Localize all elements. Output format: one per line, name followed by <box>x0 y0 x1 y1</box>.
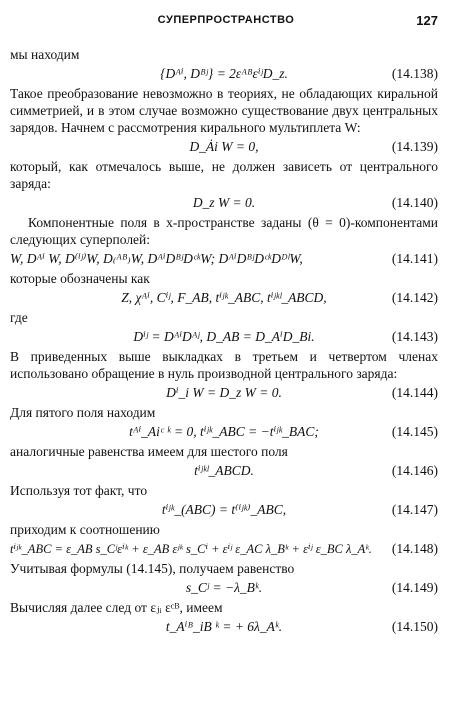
running-title: СУПЕРПРОСТРАНСТВО <box>157 14 295 26</box>
paragraph: которые обозначены как <box>10 271 150 286</box>
equation-expression: D_Ȧi W = 0, <box>189 139 259 154</box>
equation-expression: Dⁱʲ = DᴬⁱDᴬʲ, D_AB = D_AⁱD_Bi. <box>133 329 315 344</box>
paragraph: Вычисляя далее след от εⱼᵢ εᶜᴮ, имеем <box>10 600 223 615</box>
paragraph: В приведенных выше выкладках в третьем и четвертом членах использовано обращение в нуль производной центрального заряда: <box>10 349 438 381</box>
paragraph: Такое преобразование невозможно в теориях, не обладающих киральной симметрией, и в этом случае возможно существование двух центральных зарядов. Начнем с рассмотрения кирального мультиплета W: <box>10 86 438 135</box>
equation-14-140 <box>10 192 438 214</box>
equation-14-141 <box>10 248 438 270</box>
equation-expression: tⁱʲᵏ_(ABC) = t⁽ⁱʲᵏ⁾_ABC, <box>161 502 287 517</box>
paragraph: Для пятого поля находим <box>10 405 156 420</box>
equation-number: (14.142) <box>391 290 438 305</box>
equation-14-144 <box>10 382 438 404</box>
equation-number: (14.140) <box>391 195 438 210</box>
equation-expression: t_Aⁱᴮ_iB ᵏ = + 6λ_Aᵏ. <box>165 619 283 634</box>
equation-14-149 <box>10 577 438 599</box>
paragraph: аналогичные равенства имеем для шестого поля <box>10 444 288 459</box>
paragraph: Используя тот факт, что <box>10 483 148 498</box>
equation-expression: tⁱʲᵏ_ABC = ε_AB s_Cʲεⁱᵏ + ε_AB εʲᵏ s_Cⁱ + εⁱʲ ε_AC λ_Bᵏ + εⁱʲ ε_BC λ_Aᵏ. <box>10 542 372 556</box>
equation-expression: Dⁱ_i W = D_z W = 0. <box>166 385 282 400</box>
equation-number: (14.149) <box>391 580 438 595</box>
equation-14-150 <box>10 616 438 638</box>
equation-number: (14.146) <box>391 463 438 478</box>
equation-number: (14.143) <box>391 329 438 344</box>
equation-number: (14.138) <box>391 66 438 81</box>
running-header <box>0 14 452 30</box>
equation-expression: {Dᴬⁱ, Dᴮʲ} = 2εᴬᴮεⁱʲD_z. <box>160 66 288 81</box>
equation-14-145 <box>10 421 438 443</box>
paragraph: Учитывая формулы (14.145), получаем равенство <box>10 561 295 576</box>
equation-number: (14.145) <box>391 424 438 439</box>
equation-number: (14.148) <box>391 541 438 556</box>
equation-expression: tᴬⁱ_Aiᶜ ᵏ = 0, tⁱʲᵏ_ABC = −tⁱʲᵏ_BAC; <box>129 424 319 439</box>
paragraph: где <box>10 310 28 325</box>
equation-14-143 <box>10 326 438 348</box>
equation-number: (14.150) <box>391 619 438 634</box>
equation-expression: Z, χᴬⁱ, Cⁱʲ, F_AB, tⁱʲᵏ_ABC, tⁱʲᵏˡ_ABCD, <box>121 290 327 305</box>
equation-14-146 <box>10 460 438 482</box>
paragraph: который, как отмечалось выше, не должен зависеть от центрального заряда: <box>10 159 438 191</box>
equation-14-147 <box>10 499 438 521</box>
page-number: 127 <box>416 13 438 28</box>
equation-14-148 <box>10 538 438 560</box>
page-body <box>10 46 438 638</box>
equation-14-138 <box>10 63 438 85</box>
equation-number: (14.139) <box>391 139 438 154</box>
equation-14-142 <box>10 287 438 309</box>
equation-number: (14.147) <box>391 502 438 517</box>
paragraph: приходим к соотношению <box>10 522 160 537</box>
equation-number: (14.144) <box>391 385 438 400</box>
equation-expression: tⁱʲᵏˡ_ABCD. <box>194 463 254 478</box>
equation-expression: s_Cʲ = −λ_Bᵏ. <box>185 580 263 595</box>
paragraph: мы находим <box>10 47 80 62</box>
paragraph: Компонентные поля в x-пространстве заданы (θ = 0)-компонентами следующих суперполей: <box>10 215 438 247</box>
equation-number: (14.141) <box>391 251 438 266</box>
equation-14-139 <box>10 136 438 158</box>
equation-expression: W, Dᴬⁱ W, D⁽ⁱʲ⁾W, D₍ᴬᴮ₎W, DᴬⁱDᴮʲDᶜᵏW; DᴬⁱDᴮʲDᶜᵏDᴰˡW, <box>10 251 303 266</box>
equation-expression: D_z W = 0. <box>192 195 256 210</box>
